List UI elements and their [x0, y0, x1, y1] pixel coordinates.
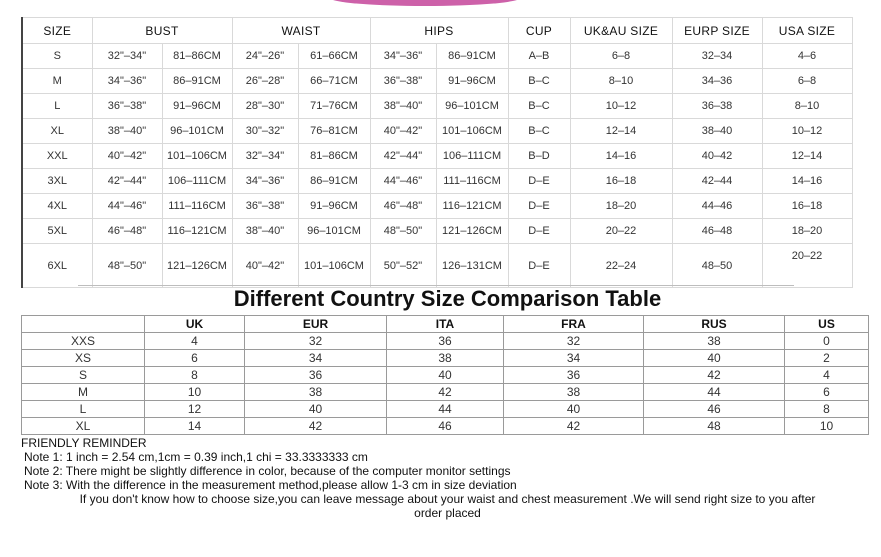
size-cell-hips-cm: 96–101CM — [436, 94, 508, 119]
size-cell-usa: 16–18 — [762, 194, 852, 219]
size-cell-waist-cm: 91–96CM — [298, 194, 370, 219]
size-cell-waist-cm: 101–106CM — [298, 244, 370, 288]
comparison-cell: 36 — [504, 367, 644, 384]
size-cell-bust-cm: 101–106CM — [162, 144, 232, 169]
size-cell-hips-in: 42"–44" — [370, 144, 436, 169]
note-2: Note 2: There might be slightly difference in color, because of the computer monitor settings — [24, 464, 511, 478]
comparison-cell: 40 — [644, 350, 785, 367]
header-usa-size: USA SIZE — [762, 18, 852, 44]
size-cell-cup: D–E — [508, 219, 570, 244]
size-cell-cup: D–E — [508, 244, 570, 288]
comparison-cell: 46 — [644, 401, 785, 418]
comparison-header-row — [22, 316, 869, 333]
comparison-cell: 42 — [387, 384, 504, 401]
comparison-cell: 4 — [145, 333, 245, 350]
size-cell-hips-in: 38"–40" — [370, 94, 436, 119]
comparison-cell: 38 — [245, 384, 387, 401]
size-cell-size: 4XL — [22, 194, 92, 219]
comparison-cell: 38 — [644, 333, 785, 350]
size-cell-hips-in: 50"–52" — [370, 244, 436, 288]
size-cell-eurp: 36–38 — [672, 94, 762, 119]
size-cell-size: 3XL — [22, 169, 92, 194]
comparison-cell: XXS — [22, 333, 145, 350]
size-cell-bust-in: 44"–46" — [92, 194, 162, 219]
size-cell-hips-in: 48"–50" — [370, 219, 436, 244]
comparison-row — [22, 350, 869, 367]
size-cell-size: XXL — [22, 144, 92, 169]
size-cell-waist-cm: 66–71CM — [298, 69, 370, 94]
comparison-header-rus: RUS — [644, 316, 785, 333]
comparison-cell: 32 — [504, 333, 644, 350]
size-cell-eurp: 46–48 — [672, 219, 762, 244]
comparison-cell: 44 — [387, 401, 504, 418]
header-waist: WAIST — [232, 18, 370, 44]
comparison-cell: 42 — [644, 367, 785, 384]
size-cell-uk-au: 14–16 — [570, 144, 672, 169]
note-3: Note 3: With the difference in the measurement method,please allow 1-3 cm in size deviation — [24, 478, 517, 492]
comparison-cell: 8 — [785, 401, 869, 418]
size-cell-eurp: 44–46 — [672, 194, 762, 219]
comparison-cell: 10 — [785, 418, 869, 435]
comparison-cell: 8 — [145, 367, 245, 384]
size-cell-hips-cm: 91–96CM — [436, 69, 508, 94]
size-cell-uk-au: 22–24 — [570, 244, 672, 288]
comparison-cell: 12 — [145, 401, 245, 418]
size-cell-bust-in: 42"–44" — [92, 169, 162, 194]
size-cell-cup: D–E — [508, 194, 570, 219]
size-cell-uk-au: 6–8 — [570, 44, 672, 69]
comparison-cell: 46 — [387, 418, 504, 435]
size-cell-waist-in: 40"–42" — [232, 244, 298, 288]
size-cell-waist-in: 38"–40" — [232, 219, 298, 244]
size-cell-eurp: 40–42 — [672, 144, 762, 169]
size-cell-bust-cm: 121–126CM — [162, 244, 232, 288]
size-cell-bust-in: 36"–38" — [92, 94, 162, 119]
comparison-header-us: US — [785, 316, 869, 333]
size-cell-bust-cm: 96–101CM — [162, 119, 232, 144]
size-cell-hips-cm: 121–126CM — [436, 219, 508, 244]
size-cell-hips-cm: 106–111CM — [436, 144, 508, 169]
reminder-heading: FRIENDLY REMINDER — [21, 436, 147, 450]
comparison-cell: 6 — [145, 350, 245, 367]
comparison-cell: 6 — [785, 384, 869, 401]
size-row — [22, 244, 852, 288]
size-cell-cup: A–B — [508, 44, 570, 69]
size-cell-bust-in: 48"–50" — [92, 244, 162, 288]
size-cell-bust-in: 40"–42" — [92, 144, 162, 169]
size-cell-eurp: 42–44 — [672, 169, 762, 194]
size-cell-hips-in: 36"–38" — [370, 69, 436, 94]
comparison-cell: XL — [22, 418, 145, 435]
size-cell-eurp: 38–40 — [672, 119, 762, 144]
comparison-row — [22, 333, 869, 350]
comparison-cell: 38 — [387, 350, 504, 367]
size-cell-cup: B–D — [508, 144, 570, 169]
comparison-row — [22, 384, 869, 401]
comparison-row — [22, 401, 869, 418]
comparison-row — [22, 418, 869, 435]
header-hips: HIPS — [370, 18, 508, 44]
header-cup: CUP — [508, 18, 570, 44]
size-cell-hips-in: 44"–46" — [370, 169, 436, 194]
comparison-cell: 10 — [145, 384, 245, 401]
sizing-advice-line-1: If you don't know how to choose size,you can leave message about your waist and chest measurement .We will send right size to you after — [79, 492, 816, 506]
size-cell-bust-cm: 91–96CM — [162, 94, 232, 119]
size-cell-uk-au: 20–22 — [570, 219, 672, 244]
size-cell-uk-au: 12–14 — [570, 119, 672, 144]
size-cell-hips-in: 40"–42" — [370, 119, 436, 144]
size-row — [22, 119, 852, 144]
size-row — [22, 69, 852, 94]
size-cell-cup: D–E — [508, 169, 570, 194]
size-cell-hips-cm: 101–106CM — [436, 119, 508, 144]
size-cell-eurp: 34–36 — [672, 69, 762, 94]
size-cell-size: 5XL — [22, 219, 92, 244]
size-cell-bust-in: 38"–40" — [92, 119, 162, 144]
size-cell-size: M — [22, 69, 92, 94]
size-cell-waist-in: 34"–36" — [232, 169, 298, 194]
comparison-cell: 48 — [644, 418, 785, 435]
size-cell-waist-in: 24"–26" — [232, 44, 298, 69]
comparison-cell: M — [22, 384, 145, 401]
note-1: Note 1: 1 inch = 2.54 cm,1cm = 0.39 inch,1 chi = 33.3333333 cm — [24, 450, 368, 464]
size-cell-bust-in: 46"–48" — [92, 219, 162, 244]
size-cell-waist-cm: 86–91CM — [298, 169, 370, 194]
comparison-title: Different Country Size Comparison Table — [233, 286, 662, 311]
comparison-cell: 40 — [387, 367, 504, 384]
size-cell-hips-cm: 86–91CM — [436, 44, 508, 69]
size-cell-waist-cm: 61–66CM — [298, 44, 370, 69]
comparison-cell: L — [22, 401, 145, 418]
comparison-cell: 36 — [387, 333, 504, 350]
size-cell-hips-in: 46"–48" — [370, 194, 436, 219]
header-bust: BUST — [92, 18, 232, 44]
comparison-cell: 38 — [504, 384, 644, 401]
size-cell-usa: 10–12 — [762, 119, 852, 144]
comparison-row — [22, 367, 869, 384]
comparison-header-eur: EUR — [245, 316, 387, 333]
size-chart-header-row — [22, 18, 852, 44]
size-cell-uk-au: 18–20 — [570, 194, 672, 219]
comparison-cell: 34 — [504, 350, 644, 367]
size-cell-waist-in: 28"–30" — [232, 94, 298, 119]
comparison-cell: 2 — [785, 350, 869, 367]
size-cell-waist-in: 26"–28" — [232, 69, 298, 94]
size-cell-usa: 6–8 — [762, 69, 852, 94]
size-cell-cup: B–C — [508, 119, 570, 144]
size-row — [22, 44, 852, 69]
size-cell-waist-in: 32"–34" — [232, 144, 298, 169]
country-size-comparison-table — [21, 315, 869, 435]
size-row — [22, 219, 852, 244]
size-cell-waist-cm: 71–76CM — [298, 94, 370, 119]
size-cell-hips-cm: 126–131CM — [436, 244, 508, 288]
comparison-cell: 14 — [145, 418, 245, 435]
comparison-header-ita: ITA — [387, 316, 504, 333]
size-cell-usa: 18–20 — [762, 219, 852, 244]
size-cell-usa: 8–10 — [762, 94, 852, 119]
size-cell-usa: 12–14 — [762, 144, 852, 169]
size-row — [22, 144, 852, 169]
comparison-cell: 44 — [644, 384, 785, 401]
size-cell-usa: 20–22 — [762, 244, 852, 288]
header-size: SIZE — [22, 18, 92, 44]
size-chart-table — [21, 17, 853, 288]
size-cell-size: L — [22, 94, 92, 119]
sizing-advice-line-2: order placed — [414, 506, 481, 520]
header-uk-au-size: UK&AU SIZE — [570, 18, 672, 44]
size-cell-bust-cm: 106–111CM — [162, 169, 232, 194]
size-cell-bust-cm: 86–91CM — [162, 69, 232, 94]
size-cell-hips-in: 34"–36" — [370, 44, 436, 69]
header-eurp-size: EURP SIZE — [672, 18, 762, 44]
size-cell-size: S — [22, 44, 92, 69]
comparison-cell: 40 — [504, 401, 644, 418]
size-row — [22, 169, 852, 194]
comparison-header-uk: UK — [145, 316, 245, 333]
decorative-banner-edge — [330, 0, 520, 6]
comparison-cell: S — [22, 367, 145, 384]
comparison-header-fra: FRA — [504, 316, 644, 333]
size-cell-eurp: 32–34 — [672, 44, 762, 69]
size-cell-cup: B–C — [508, 69, 570, 94]
comparison-body — [22, 333, 869, 435]
comparison-cell: 42 — [504, 418, 644, 435]
size-cell-waist-cm: 96–101CM — [298, 219, 370, 244]
size-cell-usa: 14–16 — [762, 169, 852, 194]
size-cell-bust-cm: 111–116CM — [162, 194, 232, 219]
size-cell-bust-cm: 81–86CM — [162, 44, 232, 69]
size-cell-hips-cm: 111–116CM — [436, 169, 508, 194]
size-cell-hips-cm: 116–121CM — [436, 194, 508, 219]
comparison-cell: 0 — [785, 333, 869, 350]
comparison-cell: 34 — [245, 350, 387, 367]
size-cell-size: 6XL — [22, 244, 92, 288]
size-row — [22, 94, 852, 119]
size-chart-body — [22, 44, 852, 288]
size-cell-bust-in: 32"–34" — [92, 44, 162, 69]
size-cell-uk-au: 8–10 — [570, 69, 672, 94]
comparison-header-size — [22, 316, 145, 333]
size-cell-uk-au: 16–18 — [570, 169, 672, 194]
friendly-reminder-notes — [21, 436, 881, 520]
size-cell-waist-cm: 76–81CM — [298, 119, 370, 144]
comparison-cell: 4 — [785, 367, 869, 384]
comparison-cell: 36 — [245, 367, 387, 384]
comparison-cell: 32 — [245, 333, 387, 350]
size-cell-waist-in: 30"–32" — [232, 119, 298, 144]
size-cell-waist-cm: 81–86CM — [298, 144, 370, 169]
size-cell-waist-in: 36"–38" — [232, 194, 298, 219]
comparison-cell: 40 — [245, 401, 387, 418]
comparison-cell: 42 — [245, 418, 387, 435]
size-cell-eurp: 48–50 — [672, 244, 762, 288]
size-cell-uk-au: 10–12 — [570, 94, 672, 119]
size-cell-bust-in: 34"–36" — [92, 69, 162, 94]
size-cell-usa: 4–6 — [762, 44, 852, 69]
size-cell-cup: B–C — [508, 94, 570, 119]
size-cell-size: XL — [22, 119, 92, 144]
comparison-cell: XS — [22, 350, 145, 367]
size-row — [22, 194, 852, 219]
size-cell-bust-cm: 116–121CM — [162, 219, 232, 244]
